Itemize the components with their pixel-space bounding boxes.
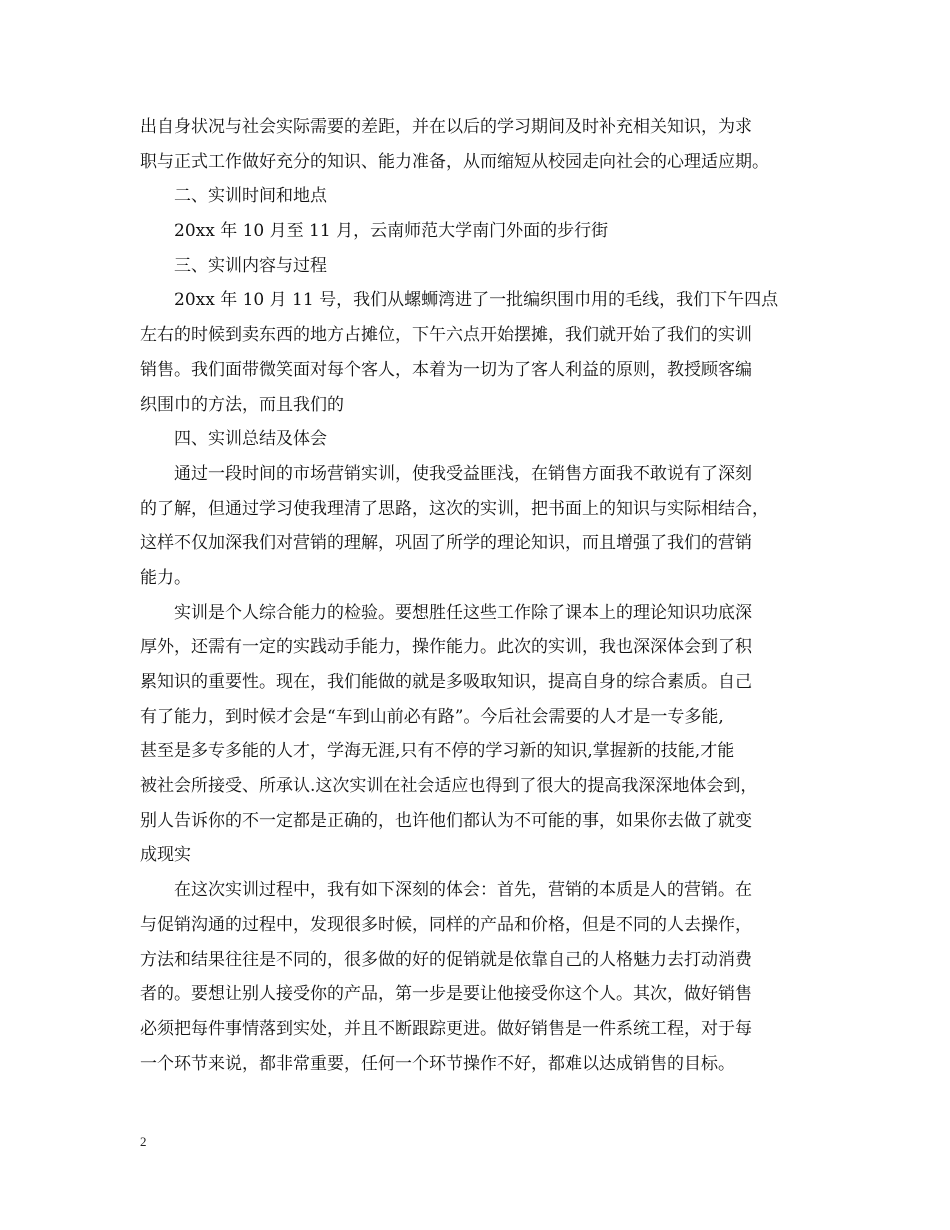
text-line: 这样不仅加深我们对营销的理解，巩固了所学的理论知识，而且增强了我们的营销 bbox=[140, 533, 752, 554]
text-line: 职与正式工作做好充分的知识、能力准备，从而缩短从校园走向社会的心理适应期。 bbox=[140, 151, 769, 172]
text-line: 成现实 bbox=[140, 845, 191, 866]
text-line: 一个环节来说，都非常重要，任何一个环节操作不好，都难以达成销售的目标。 bbox=[140, 1053, 735, 1074]
text-line: 在这次实训过程中，我有如下深刻的体会：首先，营销的本质是人的营销。在 bbox=[174, 880, 752, 901]
page-number: 2 bbox=[140, 1134, 147, 1149]
text-line: 必须把每件事情落到实处，并且不断跟踪更进。做好销售是一件系统工程，对于每 bbox=[140, 1018, 752, 1039]
text-line: 20xx 年 10 月至 11 月，云南师范大学南门外面的步行街 bbox=[174, 221, 609, 242]
section-heading-2: 二、实训时间和地点 bbox=[174, 186, 327, 207]
text-line: 能力。 bbox=[140, 567, 191, 588]
section-heading-4: 四、实训总结及体会 bbox=[174, 429, 327, 450]
text-line: 织围巾的方法，而且我们的 bbox=[140, 394, 344, 415]
text-line: 累知识的重要性。现在，我们能做的就是多吸取知识，提高自身的综合素质。自己 bbox=[140, 672, 752, 692]
text-line: 甚至是多专多能的人才，学海无涯,只有不停的学习新的知识,掌握新的技能,才能 bbox=[140, 741, 735, 762]
text-line: 20xx 年 10 月 11 号，我们从螺蛳湾进了一批编织围巾用的毛线，我们下午四点 bbox=[174, 290, 779, 311]
text-line: 销售。我们面带微笑面对每个客人，本着为一切为了客人利益的原则，教授顾客编 bbox=[140, 359, 752, 380]
text-line: 厚外，还需有一定的实践动手能力，操作能力。此次的实训，我也深深体会到了积 bbox=[140, 637, 752, 658]
text-line: 方法和结果往往是不同的，很多做的好的促销就是依靠自己的人格魅力去打动消费 bbox=[140, 949, 752, 970]
text-line: 出自身状况与社会实际需要的差距，并在以后的学习期间及时补充相关知识，为求 bbox=[140, 117, 752, 137]
text-line: 实训是个人综合能力的检验。要想胜任这些工作除了课本上的理论知识功底深 bbox=[174, 602, 752, 623]
text-line: 与促销沟通的过程中，发现很多时候，同样的产品和价格，但是不同的人去操作， bbox=[140, 914, 752, 935]
text-line: 的了解，但通过学习使我理清了思路，这次的实训，把书面上的知识与实际相结合， bbox=[140, 498, 769, 519]
text-line: 别人告诉你的不一定都是正确的，也许他们都认为不可能的事，如果你去做了就变 bbox=[140, 810, 752, 831]
text-line: 左右的时候到卖东西的地方占摊位，下午六点开始摆摊，我们就开始了我们的实训 bbox=[140, 325, 752, 346]
text-line: 通过一段时间的市场营销实训，使我受益匪浅，在销售方面我不敢说有了深刻 bbox=[174, 463, 752, 484]
text-line: 被社会所接受、所承认.这次实训在社会适应也得到了很大的提高我深深地体会到， bbox=[140, 776, 758, 797]
text-line: 有了能力，到时候才会是“车到山前必有路”。今后社会需要的人才是一专多能, bbox=[140, 706, 724, 727]
text-line: 者的。要想让别人接受你的产品，第一步是要让他接受你这个人。其次，做好销售 bbox=[140, 984, 752, 1005]
body-text bbox=[140, 110, 820, 1081]
section-heading-3: 三、实训内容与过程 bbox=[174, 255, 327, 276]
